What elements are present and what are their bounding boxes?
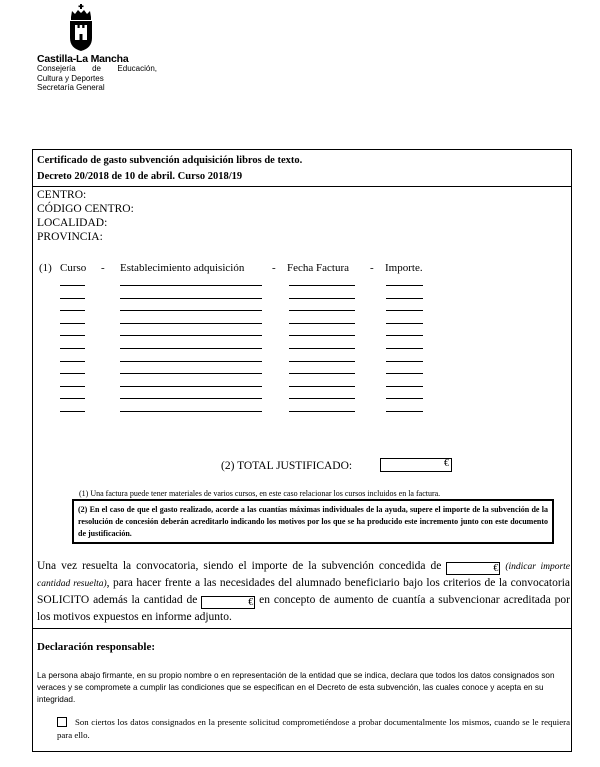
curso-field[interactable] <box>60 335 85 336</box>
castilla-la-mancha-emblem-icon <box>66 4 96 52</box>
curso-field[interactable] <box>60 411 85 412</box>
fecha-field[interactable] <box>289 411 355 412</box>
establecimiento-field[interactable] <box>120 398 262 399</box>
footnote-2: (2) En el caso de que el gasto realizado, acorde a las cuantías máximas individuales de la ayuda, supere el importe de la subvención de la resolución de concesión deberán acreditarlo indicando los motivos por los que se ha producido este incremento junto con este documento de justificación. <box>72 499 554 544</box>
field-codigo-centro[interactable]: CÓDIGO CENTRO: <box>37 203 134 215</box>
italic-note: (indicar importe cantidad resuelta) <box>37 562 571 589</box>
request-paragraph <box>37 558 570 625</box>
col-establecimiento: Establecimiento adquisición <box>120 262 245 274</box>
importe-field[interactable] <box>386 285 423 286</box>
org-word: Educación, <box>117 64 157 73</box>
curso-field[interactable] <box>60 348 85 349</box>
importe-field[interactable] <box>386 411 423 412</box>
col-separator: - <box>101 262 105 274</box>
declaration-checkbox[interactable] <box>57 717 67 727</box>
org-word: de <box>92 64 101 73</box>
requested-amount-input[interactable]: € <box>201 596 255 609</box>
establecimiento-field[interactable] <box>120 361 262 362</box>
importe-field[interactable] <box>386 323 423 324</box>
importe-field[interactable] <box>386 348 423 349</box>
divider <box>32 628 572 629</box>
importe-field[interactable] <box>386 361 423 362</box>
col-importe: Importe. <box>385 262 423 274</box>
total-input[interactable] <box>380 458 452 472</box>
establecimiento-field[interactable] <box>120 335 262 336</box>
establecimiento-field[interactable] <box>120 310 262 311</box>
divider <box>32 186 572 187</box>
curso-field[interactable] <box>60 361 85 362</box>
establecimiento-field[interactable] <box>120 348 262 349</box>
fecha-field[interactable] <box>289 398 355 399</box>
paragraph-text: , para hacer frente a las necesidades del alumnado beneficiario bajo los criterios de la convocatoria SOLICITO además la cantidad de <box>37 577 570 606</box>
establecimiento-field[interactable] <box>120 411 262 412</box>
importe-field[interactable] <box>386 373 423 374</box>
establecimiento-field[interactable] <box>120 285 262 286</box>
field-localidad[interactable]: LOCALIDAD: <box>37 217 108 229</box>
declaration-title: Declaración responsable: <box>37 641 156 653</box>
paragraph-text: en concepto de aumento de cuantía a subvencionar acreditada por los motivos expuestos en informe adjunto. <box>37 594 570 623</box>
footnote-1: (1) Una factura puede tener materiales de varios cursos, en este caso relacionar los cursos incluidos en la factura. <box>79 489 441 498</box>
fecha-field[interactable] <box>289 335 355 336</box>
fecha-field[interactable] <box>289 386 355 387</box>
field-centro[interactable]: CENTRO: <box>37 189 87 201</box>
curso-field[interactable] <box>60 298 85 299</box>
curso-field[interactable] <box>60 386 85 387</box>
col-curso: Curso <box>60 262 87 274</box>
importe-field[interactable] <box>386 298 423 299</box>
establecimiento-field[interactable] <box>120 323 262 324</box>
total-label: (2) TOTAL JUSTIFICADO: <box>221 460 353 472</box>
importe-field[interactable] <box>386 398 423 399</box>
fecha-field[interactable] <box>289 323 355 324</box>
form-frame <box>32 149 572 752</box>
curso-field[interactable] <box>60 310 85 311</box>
fecha-field[interactable] <box>289 298 355 299</box>
curso-field[interactable] <box>60 285 85 286</box>
establecimiento-field[interactable] <box>120 298 262 299</box>
form-subtitle: Decreto 20/2018 de 10 de abril. Curso 2018/19 <box>37 171 243 182</box>
declaration-checkbox-label: Son ciertos los datos consignados en la presente solicitud comprometiéndose a probar documentalmente los mismos, cuando se le requiera para ello. <box>57 717 570 740</box>
org-department-2: Cultura y Deportes <box>37 74 104 83</box>
establecimiento-field[interactable] <box>120 373 262 374</box>
field-provincia[interactable]: PROVINCIA: <box>37 231 103 243</box>
fecha-field[interactable] <box>289 310 355 311</box>
form-title: Certificado de gasto subvención adquisición libros de texto. <box>37 155 303 166</box>
col-separator: - <box>370 262 374 274</box>
declaration-text: La persona abajo firmante, en su propio nombre o en representación de la entidad que se indica, declara que todos los datos consignados son veraces y se compromete a cumplir las condiciones que se especifican en el Decreto de esta subvención, las cuales conoce y acepta en su integridad. <box>37 671 555 704</box>
curso-field[interactable] <box>60 323 85 324</box>
org-secretariat: Secretaría General <box>37 83 105 92</box>
importe-field[interactable] <box>386 386 423 387</box>
curso-field[interactable] <box>60 373 85 374</box>
granted-amount-input[interactable]: € <box>446 562 500 575</box>
fecha-field[interactable] <box>289 373 355 374</box>
establecimiento-field[interactable] <box>120 386 262 387</box>
org-word: Consejería <box>37 64 76 73</box>
col-fecha-factura: Fecha Factura <box>287 262 349 274</box>
euro-sign: € <box>444 458 449 469</box>
paragraph-text: Una vez resuelta la convocatoria, siendo el importe de la subvención concedida de <box>37 560 447 572</box>
importe-field[interactable] <box>386 310 423 311</box>
importe-field[interactable] <box>386 335 423 336</box>
curso-field[interactable] <box>60 398 85 399</box>
fecha-field[interactable] <box>289 285 355 286</box>
org-department <box>37 64 157 73</box>
org-name: Castilla-La Mancha <box>37 53 129 65</box>
fecha-field[interactable] <box>289 348 355 349</box>
fecha-field[interactable] <box>289 361 355 362</box>
table-marker: (1) <box>39 262 52 274</box>
col-separator: - <box>272 262 276 274</box>
